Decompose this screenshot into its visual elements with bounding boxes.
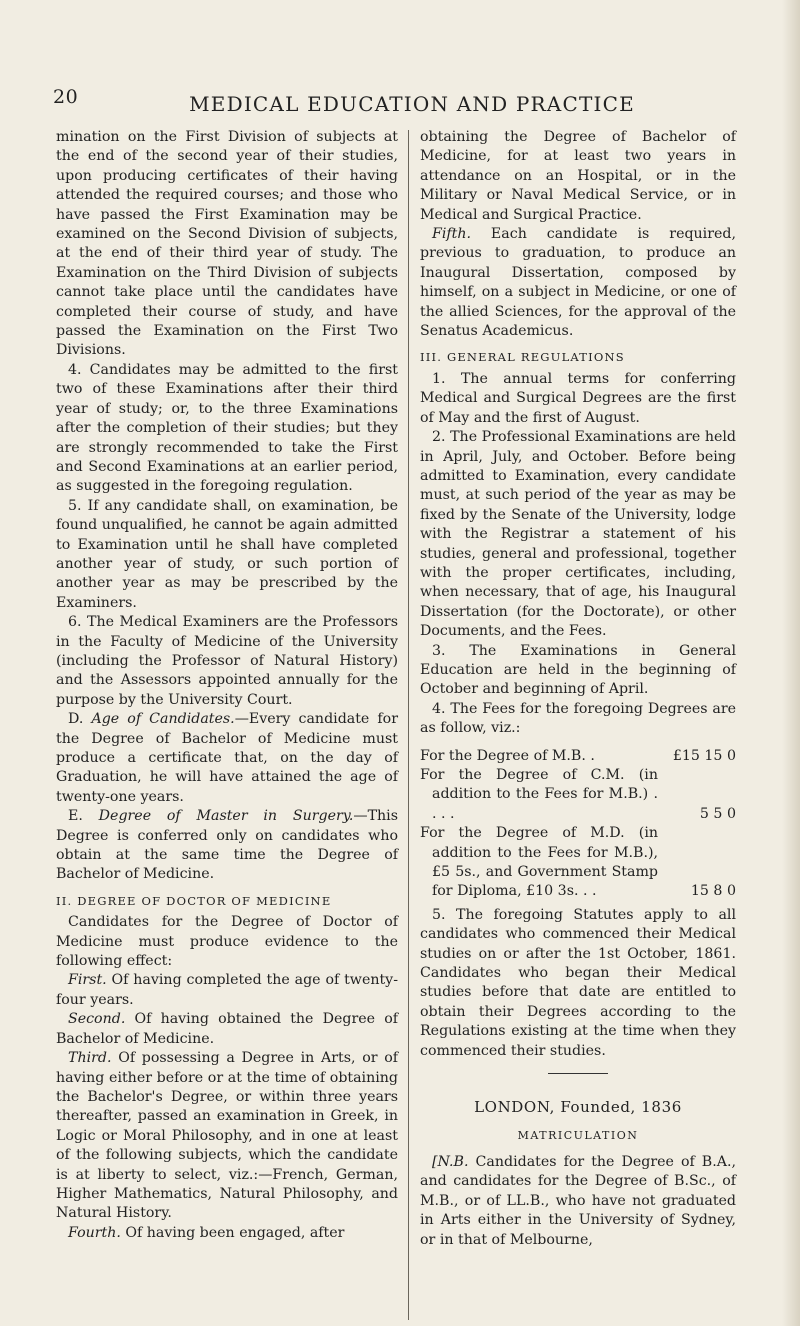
d-label: D. (68, 711, 84, 728)
regulation-2: 2. The Professional Examinations are held in April, July, and October. Before being admitted to Examination, every candidate must, at such period of the year as may be fixed by the Senate of the University, lodge with the Registrar a statement of his studies, general and professional, together with the proper certificates, including, when necessary, that of age, his Inaugural Dissertation (for the Doctorate), or other Documents, and the Fees. (420, 429, 736, 640)
fees-table (420, 747, 736, 902)
fee-desc: For the Degree of M.D. (in addition to the Fees for M.B.), £5 5s., and Government Stamp for Diploma, £10 3s. . . (420, 825, 658, 900)
d-text: —Every candidate for the Degree of Bachelor of Medicine must produce a certificate that, on the day of Graduation, he will have attained the age of twenty-one years. (56, 711, 398, 805)
first-text: Of having completed the age of twenty-four years. (56, 972, 398, 1008)
section-divider (548, 1073, 608, 1074)
running-title: MEDICAL EDUCATION AND PRACTICE (189, 92, 635, 116)
e-title: Degree of Master in Surgery. (98, 808, 354, 825)
nb-label: [N.B. (432, 1153, 469, 1170)
page-number: 20 (53, 86, 79, 108)
london-heading: LONDON, Founded, 1836 (474, 1098, 682, 1117)
regulation-1: 1. The annual terms for conferring Medical and Surgical Degrees are the first of May and the first of August. (420, 370, 736, 426)
fourth-label: Fourth. (68, 1224, 121, 1241)
fee-amount: £15 15 0 (672, 747, 736, 764)
third-text: Of possessing a Degree in Arts, or of having either before or at the time of obtaining the Bachelor's Degree, or within three years thereafter, passed an examination in Greek, in Logic or Moral Philosophy, and in one at least of the following subjects, which the candidate is at liberty to select, viz.:—French, German, Higher Mathematics, Natural Philosophy, and Natural History. (56, 1050, 398, 1222)
column-divider (408, 130, 409, 1320)
fee-amount: 15 8 0 (690, 883, 736, 900)
matriculation-heading: MATRICULATION (517, 1128, 639, 1142)
third-label: Third. (68, 1050, 112, 1067)
nb-paragraph (420, 1153, 736, 1250)
fee-desc: For the Degree of C.M. (in addition to the Fees for M.B.) . . . . (420, 767, 658, 822)
regulation-5: 5. The foregoing Statutes apply to all candidates who commenced their Medical studies on or after the 1st October, 1861. Candidates who began their Medical studies before that date are entitled to obtain their Degrees according to the Regulations existing at the time when they commenced their studies. (420, 906, 736, 1059)
fee-row (420, 824, 736, 902)
condition-third (56, 1049, 398, 1224)
paragraph-e (56, 807, 398, 885)
fee-row (420, 747, 736, 766)
left-column (56, 128, 398, 1243)
condition-second (56, 1010, 398, 1049)
condition-fourth (56, 1224, 398, 1243)
page-edge-shadow (782, 0, 800, 1326)
nb-text: Candidates for the Degree of B.A., and candidates for the Degree of B.Sc., of M.B., or of LL.B., who have not graduated in Arts either in the University of Sydney, or in that of Melbourne, (420, 1153, 736, 1248)
section-2-intro: Candidates for the Degree of Doctor of Medicine must produce evidence to the following effect: (56, 914, 398, 970)
fifth-text: Each candidate is required, previous to graduation, to produce an Inaugural Dissertation, composed by himself, on a subject in Medicine, or one of the allied Sciences, for the approval of the Senatus Academicus. (420, 226, 736, 340)
condition-fifth (420, 225, 736, 341)
fee-row (420, 766, 736, 824)
paragraph-5: 5. If any candidate shall, on examination, be found unqualified, he cannot be again admitted to Examination until he shall have completed another year of study, or such portion of another year as may be prescribed by the Examiners. (56, 497, 398, 611)
condition-first (56, 971, 398, 1010)
paragraph-d (56, 710, 398, 807)
second-label: Second. (68, 1011, 126, 1028)
first-label: First. (68, 972, 107, 989)
e-label: E. (68, 808, 83, 825)
paragraph-continuation: mination on the First Division of subjects at the end of the second year of their studies, upon producing certificates of their having attended the required courses; and those who have passed the First Examination may be examined on the Second Division of subjects, at the end of their third year of study. The Examination on the Third Division of subjects cannot take place until the candidates have completed their course of study, and have passed the Examination on the First Two Divisions. (56, 129, 398, 359)
section-3-heading: III. GENERAL REGULATIONS (420, 350, 625, 365)
fourth-text: Of having been engaged, after (120, 1224, 345, 1241)
paragraph-4: 4. Candidates may be admitted to the first two of these Examinations after their third year of study; or, to the three Examinations after the completion of their studies; but they are strongly recommended to take the First and Second Examinations at an earlier period, as suggested in the foregoing regulation. (56, 361, 398, 495)
paragraph-6: 6. The Medical Examiners are the Professors in the Faculty of Medicine of the University (including the Professor of Natural History) and the Assessors appointed annually for the purpose by the University Court. (56, 614, 398, 708)
paragraph-continuation-right: obtaining the Degree of Bachelor of Medicine, for at least two years in attendance on an Hospital, or in the Military or Naval Medical Service, or in Medical and Surgical Practice. (420, 129, 736, 223)
e-text: —This Degree is conferred only on candidates who obtain at the same time the Degree of Bachelor of Medicine. (56, 808, 398, 883)
fee-amount: 5 5 0 (699, 805, 736, 822)
d-title: Age of Candidates. (91, 711, 235, 728)
right-column (420, 128, 736, 1250)
regulation-3: 3. The Examinations in General Education are held in the beginning of October and beginning of April. (420, 642, 736, 698)
fee-desc: For the Degree of M.B. . (420, 747, 595, 764)
fifth-label: Fifth. (432, 226, 471, 243)
second-text: Of having obtained the Degree of Bachelor of Medicine. (56, 1011, 398, 1047)
section-2-heading: II. DEGREE OF DOCTOR OF MEDICINE (56, 893, 332, 908)
regulation-4: 4. The Fees for the foregoing Degrees are as follow, viz.: (420, 700, 736, 737)
